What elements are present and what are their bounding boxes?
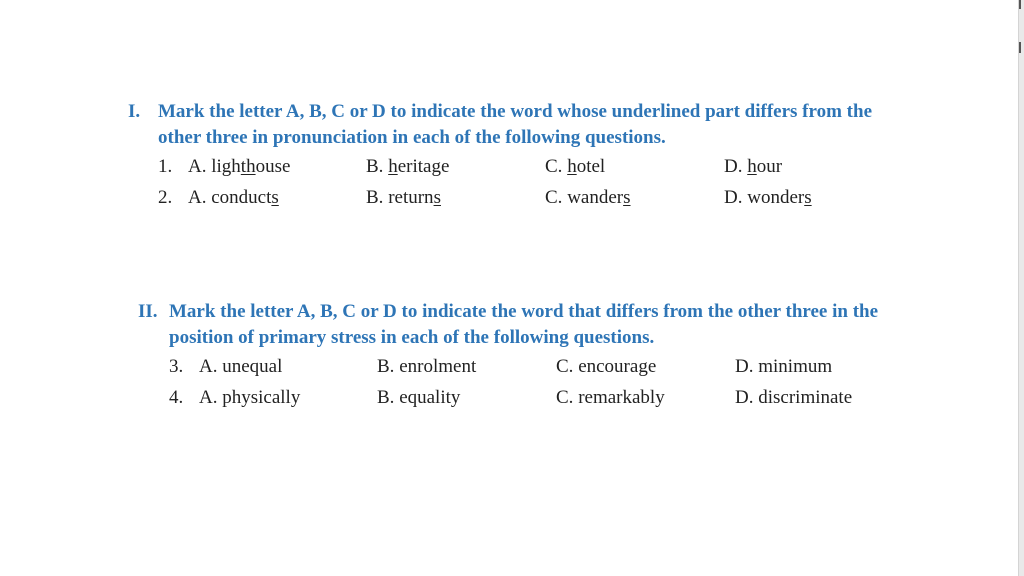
option-d[interactable]: D. wonders — [724, 187, 812, 208]
instruction-line-1: Mark the letter A, B, C or D to indicate the word that differs from the other three in the — [169, 301, 879, 322]
instructions-full-text — [0, 0, 1, 1]
edge-tick-mark — [1019, 0, 1021, 9]
underlined-part: h — [388, 156, 398, 177]
option-a[interactable]: A. conducts — [188, 187, 279, 208]
section-pronunciation — [128, 99, 900, 213]
section-number: I. — [128, 101, 141, 122]
option-b[interactable]: B. equality — [377, 387, 461, 408]
option-c[interactable]: C. encourage — [556, 356, 657, 377]
option-a[interactable]: A. lighthouse — [188, 156, 291, 177]
underlined-part: s — [433, 187, 441, 208]
underlined-part: th — [240, 156, 256, 177]
question-row-1 — [128, 151, 900, 182]
question-row-4 — [138, 382, 908, 413]
question-number: 4. — [169, 387, 184, 408]
option-a[interactable]: A. unequal — [199, 356, 283, 377]
option-d[interactable]: D. minimum — [735, 356, 833, 377]
instruction-line-2: position of primary stress in each of the following questions. — [169, 327, 655, 348]
underlined-part: s — [804, 187, 812, 208]
edge-tick-mark — [1019, 42, 1021, 53]
option-b[interactable]: B. returns — [366, 187, 441, 208]
option-d[interactable]: D. hour — [724, 156, 783, 177]
option-c[interactable]: C. remarkably — [556, 387, 665, 408]
underlined-part: h — [747, 156, 757, 177]
question-row-2 — [128, 182, 900, 213]
option-b[interactable]: B. heritage — [366, 156, 450, 177]
option-b[interactable]: B. enrolment — [377, 356, 477, 377]
option-a[interactable]: A. physically — [199, 387, 301, 408]
question-row-3 — [138, 351, 908, 382]
question-number: 2. — [158, 187, 173, 208]
section-number: II. — [138, 301, 158, 322]
underlined-part: h — [567, 156, 577, 177]
instruction-line-2: other three in pronunciation in each of the following questions. — [158, 127, 666, 148]
option-d[interactable]: D. discriminate — [735, 387, 853, 408]
instruction-line-1: Mark the letter A, B, C or D to indicate the word whose underlined part differs from the — [158, 101, 873, 122]
section-heading — [138, 299, 908, 351]
option-c[interactable]: C. hotel — [545, 156, 606, 177]
question-number: 1. — [158, 156, 173, 177]
underlined-part: s — [271, 187, 279, 208]
underlined-part: s — [623, 187, 631, 208]
option-c[interactable]: C. wanders — [545, 187, 631, 208]
section-heading — [128, 99, 900, 151]
section-stress — [138, 299, 908, 413]
page-edge-scrollbar[interactable] — [1018, 0, 1024, 576]
question-number: 3. — [169, 356, 184, 377]
